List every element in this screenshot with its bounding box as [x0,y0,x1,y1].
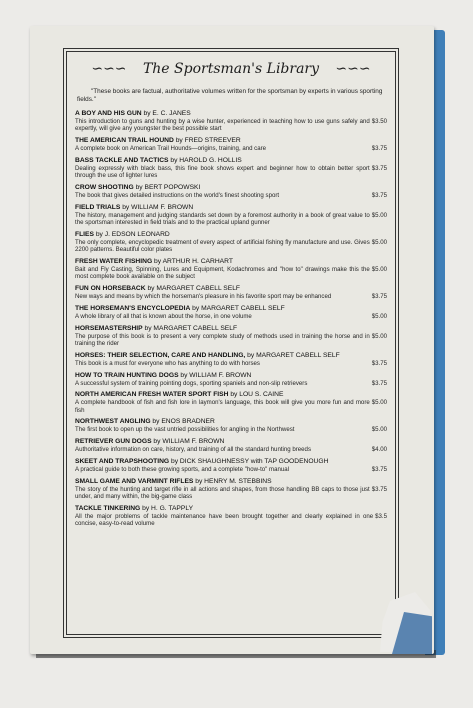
book-description-row [75,212,387,227]
book-description: Authoritative information on care, history, and training of all the standard hunting breeds [75,446,311,454]
book-author: by MARGARET CABELL SELF [247,351,340,359]
book-description-row [75,380,387,387]
book-description: Dealing expressly with black bass, this fine book shows expert and beginner how to obtain better sport through the use of lighter lures [75,164,370,180]
book-description-row [75,426,387,433]
book-entry [75,325,387,348]
book-description-row [75,145,387,152]
book-description-row [75,118,387,133]
book-title: BASS TACKLE AND TACTICS [75,156,169,164]
book-author: by FRED STREEVER [175,137,241,145]
book-back-cover [30,26,434,654]
book-price: $3.75 [371,466,387,474]
book-entry [75,231,387,254]
book-description-row [75,486,387,501]
book-title: FIELD TRIALS [75,203,121,211]
book-price: $5.00 [371,426,387,434]
catalog-inner-frame [66,51,396,635]
book-entry [75,157,387,180]
flourish-left-icon: ∽∽∽ [91,61,127,77]
book-author: by J. EDSON LEONARD [95,230,170,238]
book-heading [75,478,387,486]
book-description: The book that gives detailed instructions on the world's finest shooting sport [75,191,280,199]
book-author: by LOU S. CAINE [230,391,284,399]
book-author: by MARGARET CABELL SELF [192,304,285,312]
book-heading [75,231,387,239]
book-heading [75,285,387,293]
book-price: $3.75 [371,359,387,367]
book-entry [75,438,387,453]
book-description-row [75,266,387,281]
book-entry [75,391,387,414]
book-description: The history, management and judging standards set down by a foremost authority in a book of great value to the sportsman interested in field trials and to the practical upland gunner [75,211,370,227]
book-description-row [75,333,387,348]
book-price: $3.75 [371,191,387,199]
book-heading [75,372,387,380]
book-author: by MARGARET CABELL SELF [147,285,240,293]
book-description-row [75,513,387,528]
book-author: by MARGARET CABELL SELF [144,324,238,332]
book-heading [75,505,387,513]
book-title: FUN ON HORSEBACK [75,285,146,293]
book-price: $3.75 [371,293,387,301]
book-author: by HAROLD G. HOLLIS [170,156,242,164]
book-description-row [75,360,387,367]
book-author: by WILLIAM F. BROWN [153,438,225,446]
book-description: New ways and means by which the horseman's pleasure in his favorite sport may be enhanced [75,293,332,301]
book-price: $5.00 [371,238,387,246]
book-entry [75,418,387,433]
book-heading [75,458,387,466]
book-description-row [75,466,387,473]
book-title: THE HORSEMAN'S ENCYCLOPEDIA [75,304,191,312]
book-description: This book is a must for everyone who has anything to do with horses [75,359,260,367]
book-heading [75,352,387,360]
book-description: A complete handbook of fish and fish lore in laymon's language, this book will give you more fun and more fish [75,399,370,414]
flourish-right-icon: ∽∽∽ [335,61,371,77]
book-heading [75,110,387,118]
book-entry [75,204,387,227]
book-author: by ENOS BRADNER [152,418,215,426]
book-price: $3.50 [371,118,387,125]
book-description-row [75,313,387,320]
library-title: The Sportsman's Library [142,61,320,77]
book-author: by WILLIAM F. BROWN [180,371,252,379]
book-entry [75,258,387,281]
book-entry [75,184,387,199]
book-title: SMALL GAME AND VARMINT RIFLES [75,477,194,485]
book-title: RETRIEVER GUN DOGS [75,438,152,446]
library-header [75,58,387,80]
book-price: $3.75 [371,485,387,493]
book-description: The only complete, encyclopedic treatment of every aspect of artificial fishing fly manufacture and use. Gives 2200 patterns. Beautiful color plates [75,238,370,254]
book-entry [75,458,387,473]
book-heading [75,305,387,313]
book-description: A successful system of training pointing dogs, sporting spaniels and non-slip retrievers [75,379,308,387]
book-description: The purpose of this book is to present a very complete study of methods used in training the horse and in training the rider [75,332,370,347]
book-description-row [75,165,387,180]
book-price: $5.00 [371,265,387,273]
book-author: by H. G. TAPPLY [142,504,194,512]
book-description: A complete book on American Trail Hounds—origins, training, and care [75,145,267,153]
book-title: HORSEMASTERSHIP [75,324,143,332]
book-price: $5.00 [371,332,387,340]
book-heading [75,438,387,446]
book-heading [75,184,387,192]
book-author: by WILLIAM F. BROWN [122,203,194,211]
book-entry [75,372,387,387]
book-entry [75,110,387,133]
book-price: $5.00 [371,211,387,219]
book-title: NORTH AMERICAN FRESH WATER SPORT FISH [75,391,229,399]
book-title: FLIES [75,230,94,238]
book-author: by DICK SHAUGHNESSY with TAP GOODENOUGH [170,458,329,466]
book-description-row [75,399,387,414]
book-heading [75,204,387,212]
book-heading [75,418,387,426]
book-price: $5.00 [371,312,387,320]
book-description: A practical guide to both these growing sports, and a complete "how-to" manual [75,466,290,474]
book-price: $4.00 [371,446,387,454]
library-intro: "These books are factual, authoritative volumes written for the sportsman by experts in various sporting fields." [77,88,383,103]
book-description: The story of the hunting and target rifle in all actions and shapes, from those handling BB caps to those just under, and many within, the big-game class [75,485,370,501]
book-price: $3.75 [371,379,387,387]
book-title: A BOY AND HIS GUN [75,110,142,117]
book-price: $5.00 [371,399,387,407]
book-description-row [75,293,387,300]
book-author: by BERT POPOWSKI [135,183,201,191]
book-title: TACKLE TINKERING [75,504,141,512]
book-heading [75,258,387,266]
book-title: HORSES: THEIR SELECTION, CARE AND HANDLING, [75,351,246,359]
book-title: THE AMERICAN TRAIL HOUND [75,137,174,145]
book-price: $3.5 [375,512,387,520]
book-description-row [75,446,387,453]
book-heading [75,157,387,165]
book-description: Bait and Fly Casting, Spinning, Lures and Equipment, Kodachromes and "how to" drawings make this the most complete book available on the subject [75,265,370,281]
book-entry [75,352,387,367]
book-title: SKEET AND TRAPSHOOTING [75,458,170,466]
book-description: This introduction to guns and hunting by a wise hunter, experienced in teaching how to use guns safely and expertly, will give any youngster the best possible start [75,118,370,133]
book-entry [75,505,387,528]
book-author: by ARTHUR H. CARHART [154,257,233,265]
book-entry [75,305,387,320]
book-title: HOW TO TRAIN HUNTING DOGS [75,371,179,379]
book-heading [75,137,387,145]
book-entry [75,137,387,152]
book-entry [75,285,387,300]
book-title: CROW SHOOTING [75,183,134,191]
book-heading [75,391,387,399]
book-entry [75,478,387,501]
book-heading [75,325,387,333]
book-description-row [75,192,387,199]
book-price: $3.75 [371,145,387,153]
book-title: FRESH WATER FISHING [75,257,153,265]
book-price: $3.75 [371,164,387,172]
catalog-frame [63,48,399,638]
book-description: The first book to open up the vast untried possibilities for angling in the Northwest [75,426,295,434]
book-description-row [75,239,387,254]
book-description: All the major problems of tackle maintenance have been brought together and clearly explained in one concise, easy-to-read volume [75,512,374,528]
book-title: NORTHWEST ANGLING [75,418,151,426]
book-author: by HENRY M. STEBBINS [195,477,272,485]
book-list [75,110,387,528]
book-description: A whole library of all that is known about the horse, in one volume [75,312,252,320]
book-author: by E. C. JANES [143,110,191,117]
